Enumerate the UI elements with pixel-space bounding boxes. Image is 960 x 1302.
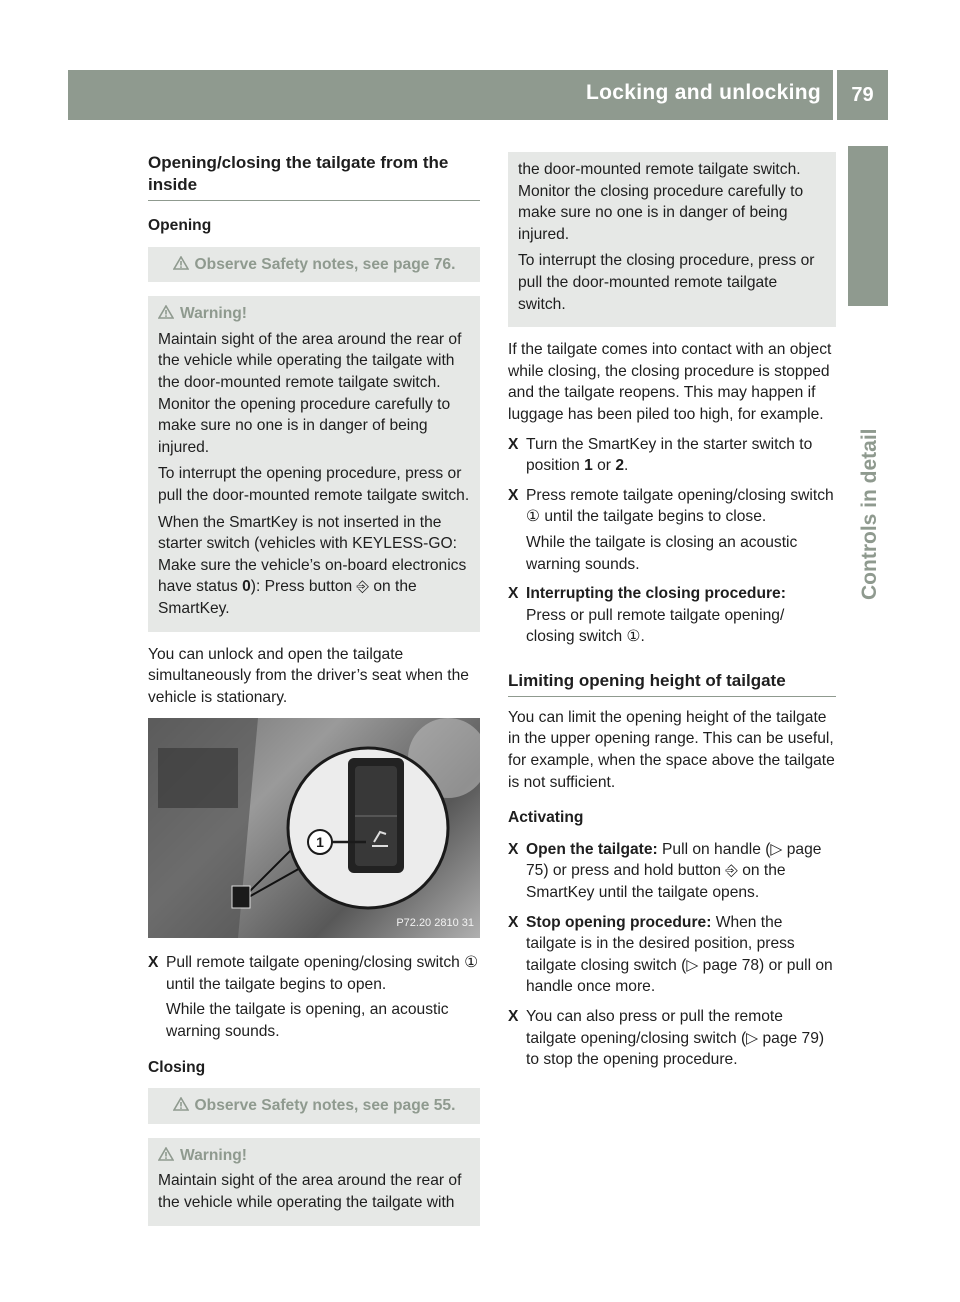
step-open: X Pull remote tailgate opening/closing switch ① until the tailgate begins to open. While the tailgate is opening, an acoustic warning sounds. — [148, 954, 479, 1041]
step-open-tailgate: X Open the tailgate: Pull on handle (▷ page 75) or press and hold button ⎆ on the SmartKey until the tailgate opens. — [508, 840, 822, 902]
warning-triangle-icon — [173, 256, 189, 270]
step-marker-icon: X — [508, 486, 519, 504]
warning-triangle-icon — [158, 305, 174, 319]
page-number: 79 — [837, 70, 888, 120]
step-stop-opening: X Stop opening procedure: When the tailgate is in the desired position, press tailgate closing switch (▷ page 78) or pull on handle once more. — [508, 913, 833, 996]
header-title: Locking and unlocking — [586, 81, 821, 104]
tailgate-key-icon: ⎆ — [356, 577, 370, 596]
door-switch-illustration — [148, 718, 480, 938]
photo-code: P72.20 2810 31 — [396, 916, 474, 929]
step-marker-icon: X — [508, 585, 519, 603]
warning-box-closing — [148, 1138, 480, 1226]
step-marker-icon: X — [508, 435, 519, 453]
page-ref-link[interactable]: ▷ page 79 — [746, 1029, 819, 1047]
step-marker-icon: X — [508, 913, 519, 931]
safety-note-opening — [148, 247, 480, 283]
closing-label: Closing — [148, 1058, 206, 1076]
warning-text: To interrupt the opening procedure, press or pull the door-mounted remote tailgate switch. — [158, 465, 470, 504]
step-marker-icon: X — [508, 840, 519, 858]
activating-label: Activating — [508, 809, 584, 827]
warning-text: To interrupt the closing procedure, press or pull the door-mounted remote tailgate switch. — [518, 252, 815, 313]
step-also: X You can also press or pull the remote tailgate opening/closing switch (▷ page 79) to stop the opening procedure. — [508, 1008, 825, 1069]
warning-text: the door-mounted remote tailgate switch. Monitor the closing procedure carefully to make sure no one is in danger of being injured. — [518, 161, 804, 243]
limit-section-title: Limiting opening height of tailgate — [508, 670, 836, 697]
side-label: Controls in detail — [858, 428, 881, 600]
left-column — [148, 152, 480, 1238]
step-marker-icon: X — [148, 954, 159, 972]
warning-title: Warning! — [158, 1145, 470, 1167]
page-ref-link[interactable]: ▷ page 78 — [686, 956, 760, 974]
step-interrupt: X Interrupting the closing procedure: Press or pull remote tailgate opening/ closing switch ①. — [508, 585, 786, 646]
warning-text: Maintain sight of the area around the rear of the vehicle while operating the tailgate with — [158, 1172, 462, 1212]
tailgate-key-icon: ⎆ — [725, 861, 738, 880]
step-press-switch: X Press remote tailgate opening/closing switch ① until the tailgate begins to close. While the tailgate is closing an acoustic warning sounds. — [508, 486, 834, 573]
warning-text: Maintain sight of the area around the rear of the vehicle while operating the tailgate with the door-mounted remote tailgate switch. Monitor the opening procedure carefully to make sure no one is in danger of being injured. — [158, 330, 462, 456]
side-tab — [848, 146, 888, 306]
warning-text: When the SmartKey is not inserted in the starter switch (vehicles with KEYLESS-GO: Make sure the vehicle’s on-board electronics have status 0): Press button ⎆ on the SmartKey. — [158, 513, 467, 617]
body-text: If the tailgate comes into contact with an object while closing, the closing procedure is stopped and the tailgate reopens. This may happen if luggage has been piled too high, for example. — [508, 341, 832, 423]
opening-label: Opening — [148, 217, 212, 234]
header-bar — [68, 70, 833, 120]
warning-box-opening — [148, 296, 480, 631]
photo-callout: 1 — [316, 834, 324, 851]
page-ref-link[interactable]: ▷ page 75 — [526, 840, 822, 880]
section-title: Opening/closing the tailgate from the inside — [148, 152, 480, 201]
warning-box-continued — [508, 152, 836, 327]
warning-triangle-icon — [158, 1147, 174, 1161]
right-column — [508, 152, 836, 1079]
safety-note-text: Observe Safety notes, see page 76. — [194, 255, 456, 273]
safety-note-closing — [148, 1088, 480, 1124]
body-text: You can limit the opening height of the tailgate in the upper opening range. This can be useful, for example, when the space above the tailgate is not sufficient. — [508, 708, 835, 791]
warning-title: Warning! — [158, 303, 470, 325]
body-text: You can unlock and open the tailgate simultaneously from the driver’s seat when the vehicle is stationary. — [148, 645, 469, 706]
door-switch-photo — [148, 718, 480, 938]
step-turn-key: X Turn the SmartKey in the starter switch to position 1 or 2. — [508, 435, 813, 475]
step-marker-icon: X — [508, 1008, 519, 1025]
safety-note-text: Observe Safety notes, see page 55. — [194, 1097, 456, 1115]
warning-triangle-icon — [173, 1097, 189, 1111]
